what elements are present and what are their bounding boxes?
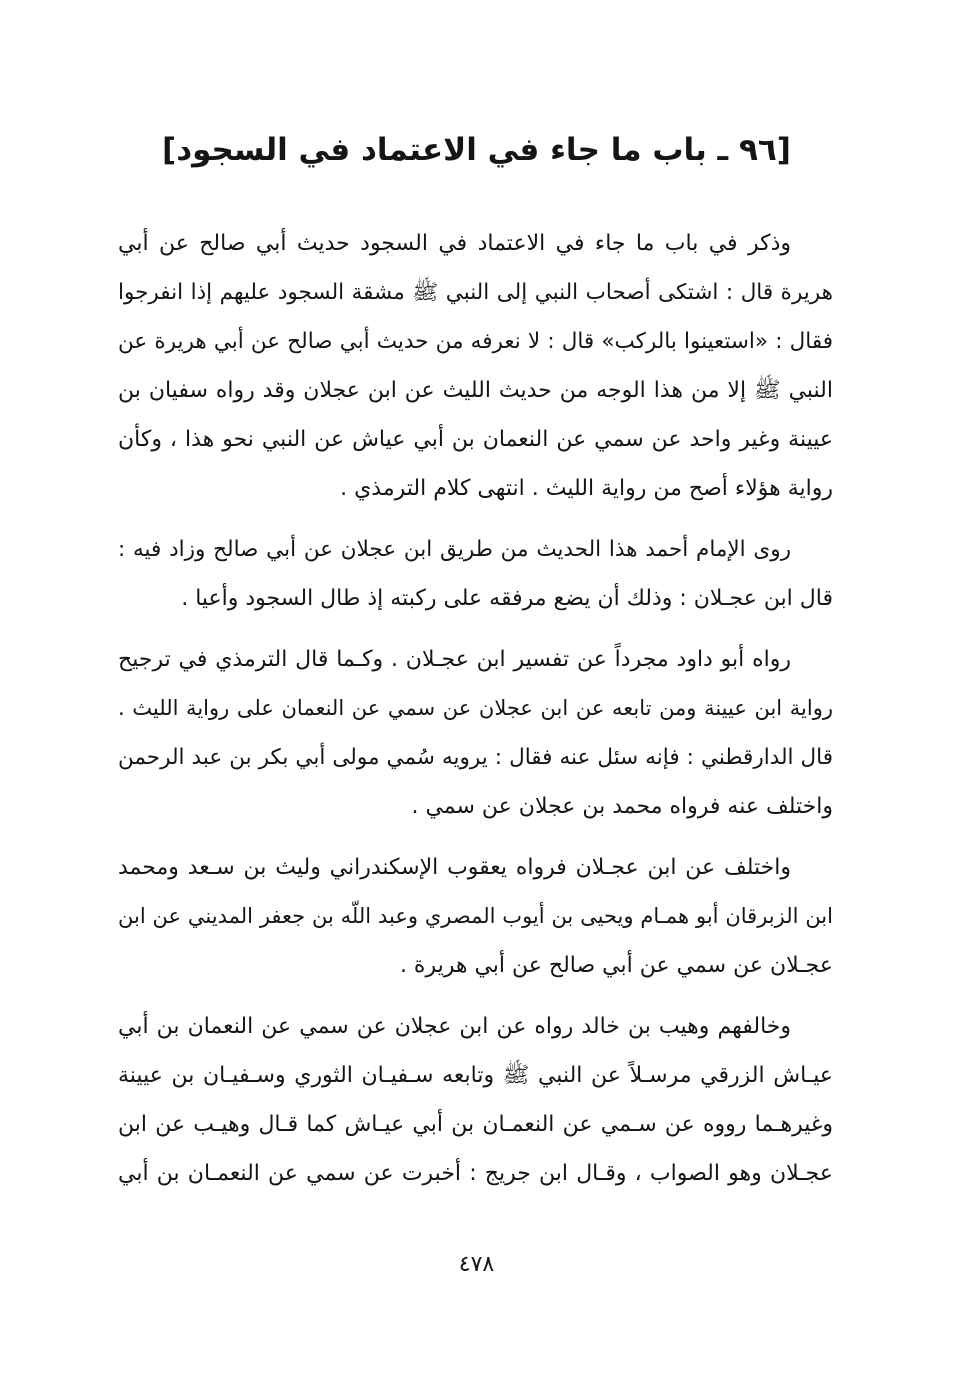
paragraph-line: واختلف عنه فرواه محمد بن عجلان عن سمي .: [411, 794, 833, 819]
chapter-title: [٩٦ ـ باب ما جاء في الاعتماد في السجود]: [162, 132, 791, 168]
paragraph-line: عجـلان وهو الصواب ، وقـال ابن جريج : أخبرت عن سمي عن النعمـان بن أبي: [118, 1161, 833, 1186]
paragraph: [118, 525, 833, 623]
page-number: ٤٧٨: [458, 1252, 495, 1277]
paragraph: [118, 843, 833, 990]
paragraph-line: النبي ﷺ إلا من هذا الوجه من حديث الليث عن ابن عجلان وقد رواه سفيان بن: [118, 378, 833, 403]
text-body: [118, 219, 833, 1198]
paragraph-line: رواية ابن عيينة ومن تابعه عن ابن عجلان عن سمي عن النعمان على رواية الليث .: [118, 696, 833, 720]
paragraph-line: عيـاش الزرقي مرسـلاً عن النبي ﷺ وتابعه سـفيـان الثوري وسـفيـان بن عيينة: [118, 1063, 833, 1088]
paragraph-line: قال الدارقطني : فإنه سئل عنه فقال : يرويه سُمي مولى أبي بكر بن عبد الرحمن: [118, 745, 833, 770]
paragraph: [118, 635, 833, 831]
paragraph: [118, 219, 833, 513]
paragraph-line: عجـلان عن سمي عن أبي صالح عن أبي هريرة .: [399, 953, 833, 978]
paragraph-line: وخالفهم وهيب بن خالد رواه عن ابن عجلان عن سمي عن النعمان بن أبي: [118, 1014, 791, 1039]
paragraph-line: وذكر في باب ما جاء في الاعتماد في السجود حديث أبي صالح عن أبي: [118, 231, 791, 256]
paragraph-line: روى الإمام أحمد هذا الحديث من طريق ابن عجلان عن أبي صالح وزاد فيه :: [118, 537, 791, 562]
paragraph-line: ابن الزبرقان أبو همـام ويحيى بن أيوب المصري وعبد اللّه بن جعفر المديني عن ابن: [118, 904, 833, 928]
paragraph-line: رواية هؤلاء أصح من رواية الليث . انتهى كلام الترمذي .: [340, 476, 833, 501]
paragraph-line: وغيرهـما رووه عن سـمي عن النعمـان بن أبي عيـاش كما قـال وهيـب عن ابن: [118, 1112, 833, 1137]
paragraph-line: فقال : «استعينوا بالركب» قال : لا نعرفه من حديث أبي صالح عن أبي هريرة عن: [118, 329, 833, 354]
paragraph-line: هريرة قال : اشتكى أصحاب النبي إلى النبي ﷺ مشقة السجود عليهم إذا انفرجوا: [118, 280, 833, 305]
paragraph-line: رواه أبو داود مجرداً عن تفسير ابن عجـلان . وكـما قال الترمذي في ترجيح: [118, 647, 791, 672]
paragraph-line: قال ابن عجـلان : وذلك أن يضع مرفقه على ركبته إذ طال السجود وأعيا .: [181, 586, 833, 611]
paragraph: [118, 1002, 833, 1198]
paragraph-line: واختلف عن ابن عجـلان فرواه يعقوب الإسكندراني وليث بن سـعد ومحمد: [118, 855, 791, 880]
paragraph-line: عيينة وغير واحد عن سمي عن النعمان بن أبي عياش عن النبي نحو هذا ، وكأن: [118, 427, 833, 452]
